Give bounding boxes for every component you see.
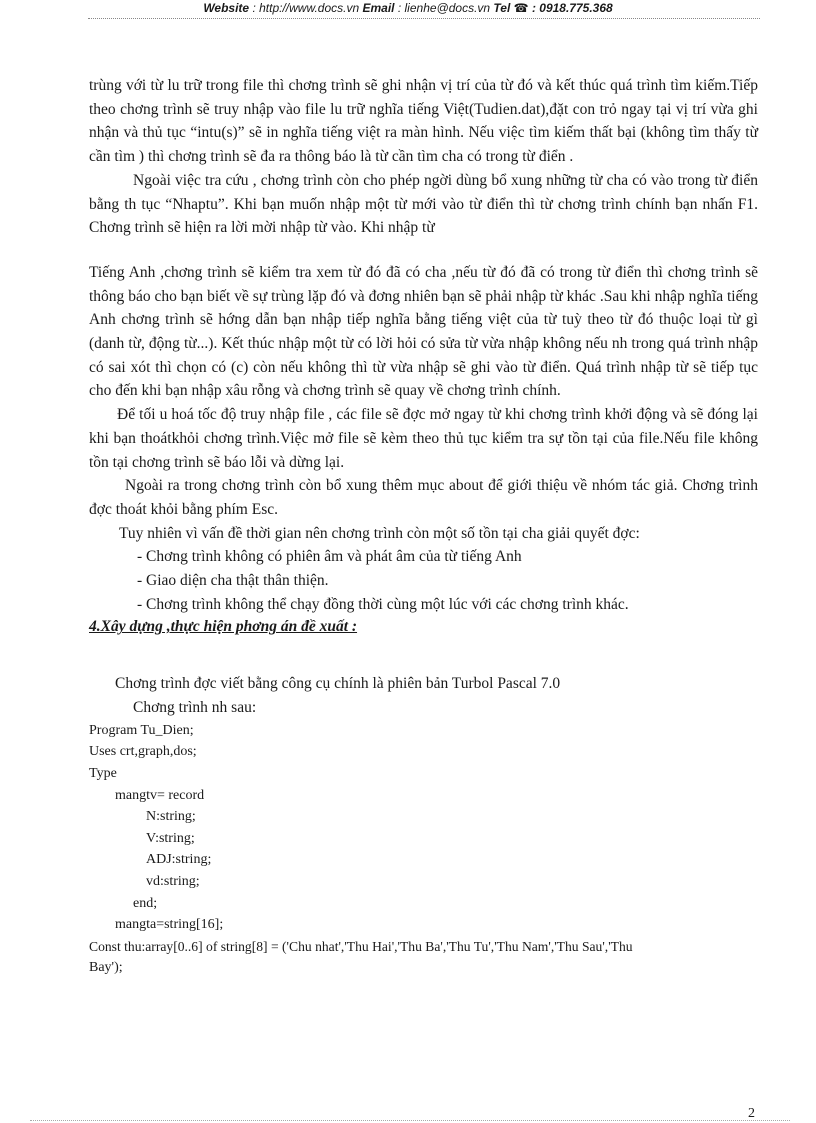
code-line: vd:string; (146, 874, 200, 890)
tel-label: Tel (493, 1, 511, 15)
code-block (89, 720, 758, 979)
email-value[interactable]: : lienhe@docs.vn (394, 1, 494, 15)
spacer (89, 240, 758, 261)
paragraph-7: Chơng trình đợc viết bằng công cụ chính là phiên bản Turbol Pascal 7.0 (115, 675, 561, 693)
code-line: Uses crt,graph,dos; (89, 744, 197, 760)
paragraph-1: trùng với từ lu trữ trong file thì chơng trình sẽ ghi nhận vị trí của từ đó và kết thúc quá trình tìm kiếm.Tiếp theo chơng trình sẽ truy nhập vào file lu trữ nghĩa tiếng Việt(Tudien.dat),đặt con trỏ ngay tại vị trí vừa ghi nhận và thủ tục “intu(s)” sẽ in nghĩa tiếng việt ra màn hình. Nếu việc tìm kiếm thất bại (không tìm thấy từ cần tìm ) thì chơng trình sẽ đa ra thông báo là từ cần tìm cha có trong từ điển . (89, 77, 758, 166)
code-line: V:string; (146, 830, 195, 846)
list-item: - Chơng trình không có phiên âm và phát âm của từ tiếng Anh (137, 548, 522, 566)
website-label: Website (203, 1, 250, 15)
page-header (0, 0, 816, 20)
document-body (89, 74, 758, 979)
paragraph-6: Tuy nhiên vì vấn đề thời gian nên chơng trình còn một số tồn tại cha giải quyết đợc: (119, 524, 640, 542)
code-line: Bay'); (89, 960, 123, 976)
code-line: Const thu:array[0..6] of string[8] = ('Chu nhat','Thu Hai','Thu Ba','Thu Tu','Thu Nam','Thu Sau','Thu (89, 938, 633, 954)
paragraph-4: Để tối u hoá tốc độ truy nhập file , các file sẽ đợc mở ngay từ khi chơng trình khởi động và sẽ đóng lại khi bạn thoátkhỏi chơng trình.Việc mở file sẽ kèm theo thủ tục kiểm tra sự tồn tại của file.Nếu file không tồn tại chơng trình sẽ báo lỗi và dừng lại. (89, 406, 758, 471)
list-item: - Giao diện cha thật thân thiện. (137, 572, 329, 590)
code-line: Type (89, 766, 117, 782)
header-divider (88, 18, 760, 19)
email-label: Email (362, 1, 395, 15)
paragraph-3: Tiếng Anh ,chơng trình sẽ kiểm tra xem từ đó đã có cha ,nếu từ đó đã có trong từ điển thì chơng trình sẽ thông báo cho bạn biết về sự trùng lặp đó và đơng nhiên bạn sẽ phải nhập từ khác .Sau khi nhập nghĩa tiếng Anh chơng trình sẽ hớng dẫn bạn nhập tiếp nghĩa bằng tiếng việt của từ tuỳ theo từ đó thuộc loại từ gì (danh từ, động từ...). Kết thúc nhập một từ có lời hỏi có sửa từ vừa nhập không nếu nh trong quá trình nhập có sai xót thì chọn có (c) còn nếu không thì từ vừa nhập sẽ ghi vào từ điển. Quá trình nhập từ sẽ tiếp tục cho đến khi bạn nhập xâu rỗng và chơng trình sẽ quay về chơng trình chính. (89, 263, 758, 400)
paragraph-2: Ngoài việc tra cứu , chơng trình còn cho phép ngời dùng bổ xung những từ cha có vào trong từ điển bằng th tục “Nhaptu”. Khi bạn muốn nhập một từ mới vào từ điển thì từ chơng trình chính bạn nhấn F1. Chơng trình sẽ hiện ra lời mời nhập từ vào. Khi nhập từ (89, 171, 758, 237)
footer-divider (30, 1120, 790, 1121)
paragraph-8: Chơng trình nh sau: (133, 699, 257, 717)
tel-value: ☎ : 0918.775.368 (510, 1, 613, 15)
code-line: mangtv= record (115, 787, 205, 803)
code-line: mangta=string[16]; (115, 917, 224, 933)
website-value[interactable]: : http://www.docs.vn (249, 1, 363, 15)
code-line: ADJ:string; (146, 852, 212, 868)
code-line: Program Tu_Dien; (89, 722, 194, 738)
code-line: N:string; (146, 809, 196, 825)
spacer (89, 638, 758, 672)
section-heading: 4.Xây dựng ,thực hiện phơng án đề xuất : (89, 618, 358, 636)
list-item: - Chơng trình không thể chạy đồng thời cùng một lúc với các chơng trình khác. (137, 595, 629, 613)
page-number: 2 (748, 1106, 755, 1121)
code-line: end; (133, 895, 158, 911)
paragraph-5: Ngoài ra trong chơng trình còn bổ xung thêm mục about để giới thiệu về nhóm tác giả. Chơng trình đợc thoát khỏi bằng phím Esc. (89, 477, 758, 518)
